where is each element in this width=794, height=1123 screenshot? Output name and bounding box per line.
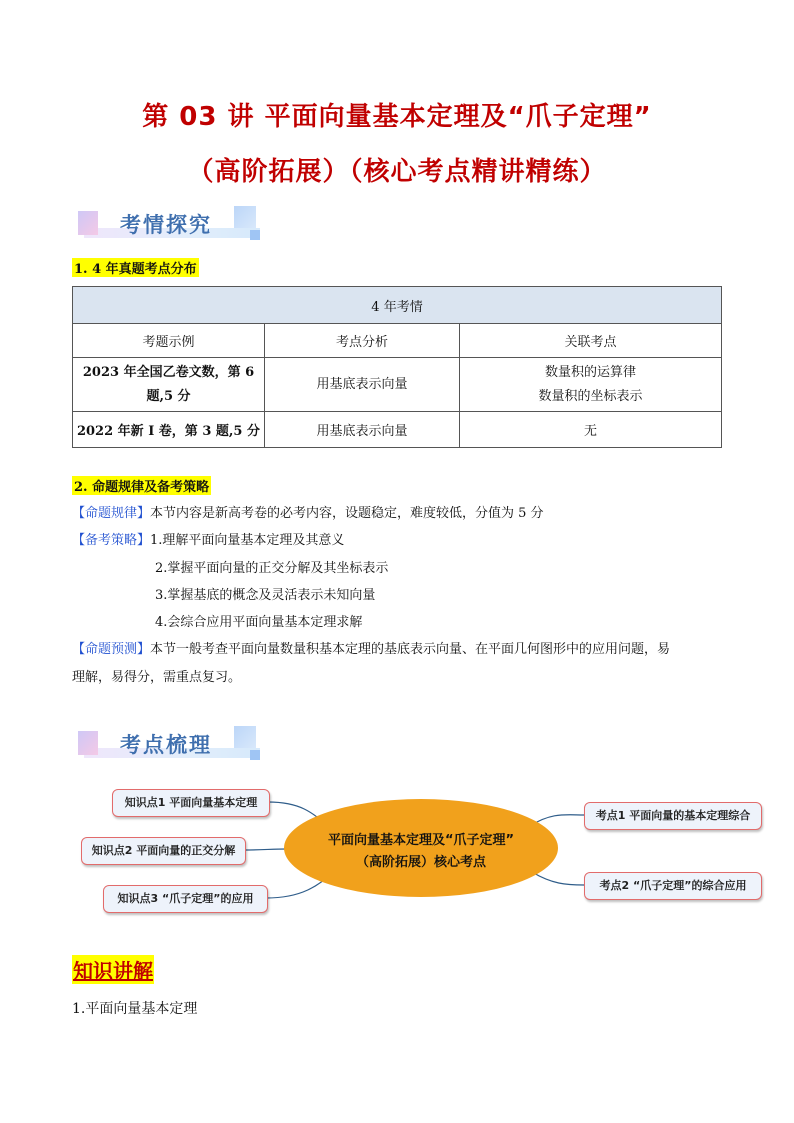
tag-label: 【命题规律】 xyxy=(72,506,151,521)
mindmap-link xyxy=(532,872,584,885)
strategy-item: 2.掌握平面向量的正交分解及其坐标表示 xyxy=(155,561,389,576)
table-cell-analysis: 用基底表示向量 xyxy=(265,358,460,412)
column-header: 考点分析 xyxy=(265,324,460,358)
column-header: 考题示例 xyxy=(73,324,265,358)
table-cell-related: 无 xyxy=(460,412,722,448)
mindmap-node-knowledge-3: 知识点3 “爪子定理”的应用 xyxy=(103,885,268,913)
page-title: 第 03 讲 平面向量基本定理及“爪子定理” xyxy=(142,102,652,132)
cell-line: 数量积的运算律 xyxy=(544,364,636,380)
section-heading-exam-distribution: 1. 4 年真题考点分布 xyxy=(72,258,199,277)
cell-line: 2023 年全国乙卷文数，第 6 xyxy=(82,364,255,380)
column-header: 关联考点 xyxy=(460,324,722,358)
paragraph-text: 本节内容是新高考卷的必考内容，设题稳定，难度较低，分值为 5 分 xyxy=(150,506,544,521)
tag-label: 【命题预测】 xyxy=(72,642,151,657)
mindmap-link xyxy=(244,849,286,850)
knowledge-heading: 知识讲解 xyxy=(72,955,154,984)
banner-label: 考点梳理 xyxy=(120,733,212,757)
table-cell-example: 2022 年新 I 卷，第 3 题,5 分 xyxy=(73,412,265,448)
table-caption: 4 年考情 xyxy=(73,287,722,324)
cell-line: 题,5 分 xyxy=(146,388,191,404)
page-subtitle: （高阶拓展）（核心考点精讲精练） xyxy=(187,157,607,187)
paragraph-text: 本节一般考查平面向量数量积基本定理的基底表示向量、在平面几何图形中的应用问题，易 xyxy=(150,642,671,657)
tag-label: 【备考策略】 xyxy=(72,533,151,548)
strategy-item: 1.理解平面向量基本定理及其意义 xyxy=(150,533,345,548)
paragraph-text: 理解，易得分，需重点复习。 xyxy=(72,670,242,685)
cell-line: 数量积的坐标表示 xyxy=(538,388,643,404)
strategy-item: 4.会综合应用平面向量基本定理求解 xyxy=(155,615,363,630)
mindmap-node-knowledge-2: 知识点2 平面向量的正交分解 xyxy=(81,837,246,865)
mindmap-center-node xyxy=(284,799,558,897)
section-heading-strategy: 2. 命题规律及备考策略 xyxy=(72,476,211,495)
banner-label: 考情探究 xyxy=(120,213,212,237)
center-line: （高阶拓展）核心考点 xyxy=(355,855,486,870)
table-cell-analysis: 用基底表示向量 xyxy=(265,412,460,448)
strategy-item: 3.掌握基底的概念及灵活表示未知向量 xyxy=(155,588,376,603)
knowledge-item: 1.平面向量基本定理 xyxy=(72,1001,198,1017)
mindmap-node-knowledge-1: 知识点1 平面向量基本定理 xyxy=(112,789,270,817)
mindmap-node-point-2: 考点2 “爪子定理”的综合应用 xyxy=(584,872,762,900)
center-line: 平面向量基本定理及“爪子定理” xyxy=(327,833,515,848)
mindmap-node-point-1: 考点1 平面向量的基本定理综合 xyxy=(584,802,762,830)
